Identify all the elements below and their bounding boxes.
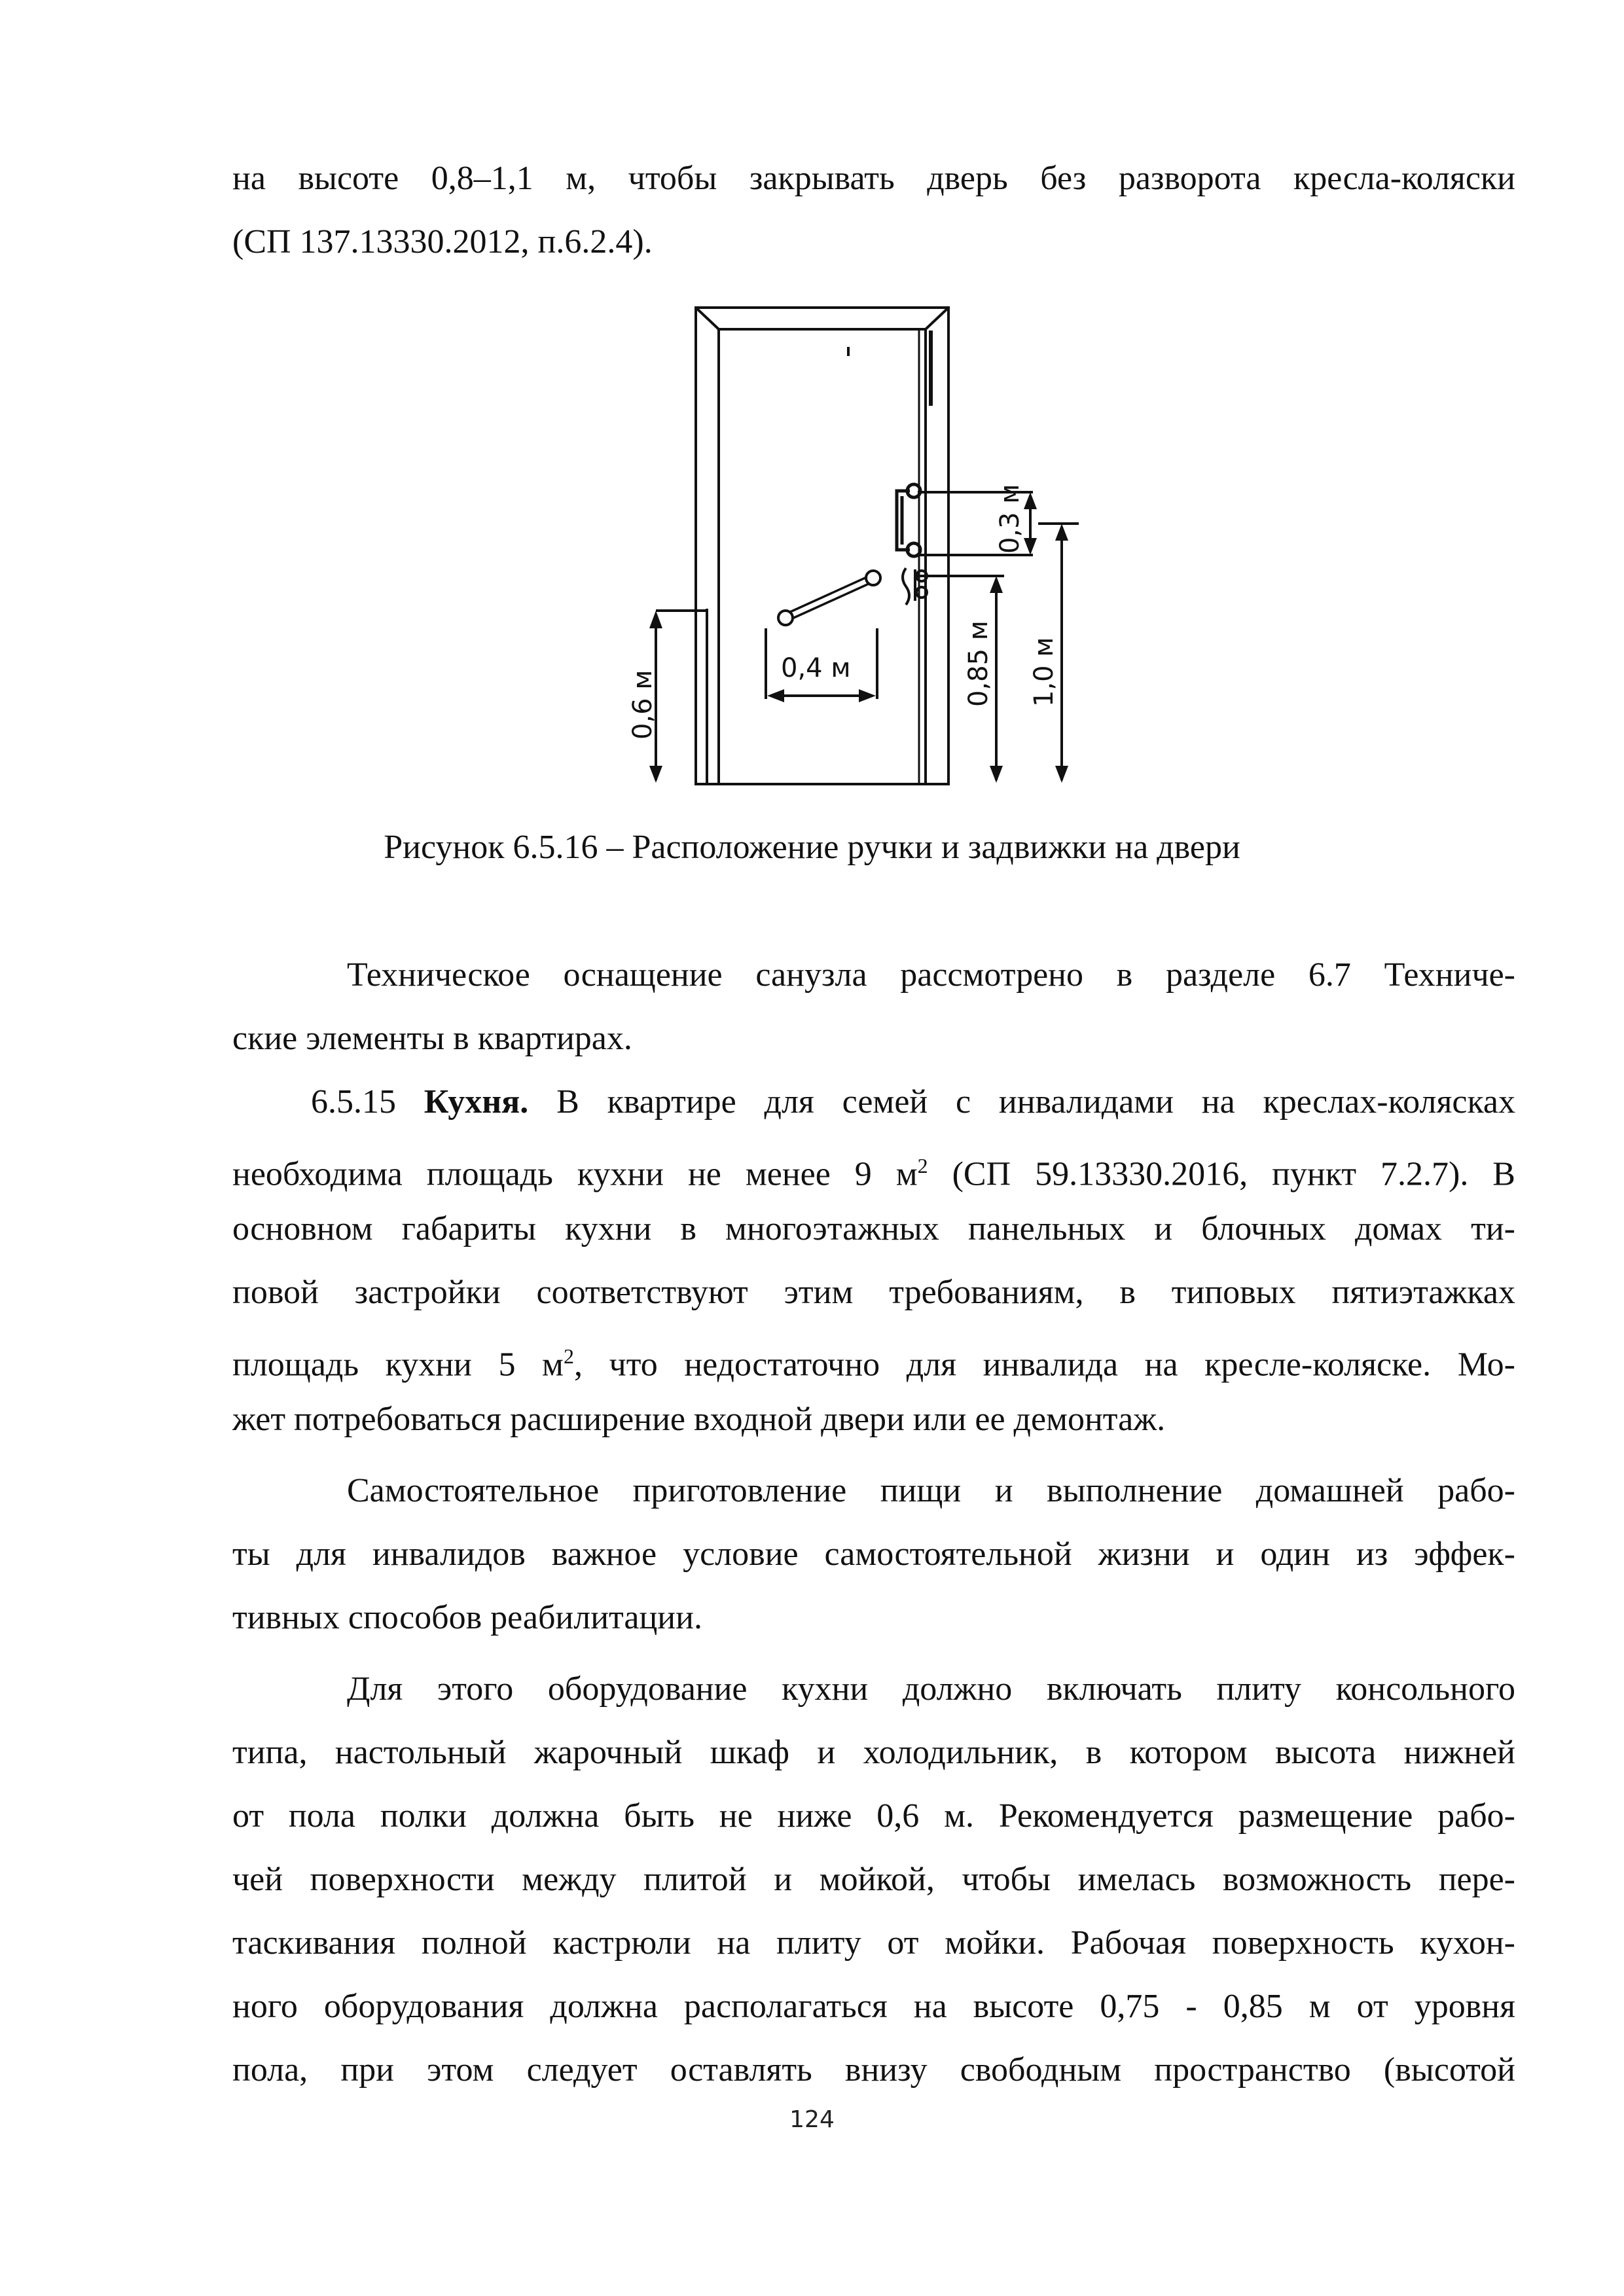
text-span: площадь кухни 5 м xyxy=(232,1346,564,1384)
latch xyxy=(903,568,927,605)
text-line: таскивания полной кастрюли на плиту от мойки. Рабочая поверхность кухон- xyxy=(232,1924,1515,1962)
door-leaf xyxy=(719,329,926,784)
text-line: основном габариты кухни в многоэтажных панельных и блочных домах ти- xyxy=(232,1210,1515,1247)
dim-label-0-6: 0,6 м xyxy=(628,670,658,740)
text-span: (СП 59.13330.2016, пункт 7.2.7). В xyxy=(928,1155,1515,1193)
text-line: ного оборудования должна располагаться на высоте 0,75 - 0,85 м от уровня xyxy=(232,1988,1515,2025)
superscript: 2 xyxy=(917,1154,928,1177)
text-line: пола, при этом следует оставлять внизу свободным пространство (высотой xyxy=(232,2051,1515,2089)
text-line: (СП 137.13330.2012, п.6.2.4). xyxy=(232,223,653,260)
text-line: ты для инвалидов важное условие самостоятельной жизни и один из эффек- xyxy=(232,1535,1515,1573)
dim-label-0-85: 0,85 м xyxy=(964,620,994,707)
door-figure xyxy=(0,0,1624,851)
text-line: ские элементы в квартирах. xyxy=(232,1020,632,1057)
section-number: 6.5.15 xyxy=(311,1083,396,1121)
text-line xyxy=(232,1335,1515,1386)
text-line: жет потребоваться расширение входной двери или ее демонтаж. xyxy=(232,1401,1166,1438)
dim-label-0-4: 0,4 м xyxy=(781,653,851,683)
door-frame-bevel xyxy=(926,308,948,329)
text-line: на высоте 0,8–1,1 м, чтобы закрывать дверь без разворота кресла-коляски xyxy=(232,160,1515,197)
superscript: 2 xyxy=(563,1344,574,1368)
text-line: Самостоятельное приготовление пищи и выполнение домашней рабо- xyxy=(347,1472,1515,1509)
text-line: от пола полки должна быть не ниже 0,6 м. Рекомендуется размещение рабо- xyxy=(232,1797,1515,1835)
section-title: Кухня. xyxy=(424,1083,529,1121)
text-line xyxy=(232,1144,1515,1196)
text-line: чей поверхности между плитой и мойкой, чтобы имелась возможность пере- xyxy=(232,1861,1515,1898)
text-line: повой застройки соответствуют этим требованиям, в типовых пятиэтажках xyxy=(232,1274,1515,1311)
text-span: В квартире для семей с инвалидами на креслах-колясках xyxy=(556,1083,1516,1121)
dim-0-6 xyxy=(649,611,707,783)
page-number: 124 xyxy=(789,2106,835,2133)
text-span: , что недостаточно для инвалида на кресле-коляске. Мо- xyxy=(573,1346,1515,1384)
door-frame-bevel xyxy=(696,308,719,329)
text-line: Для этого оборудование кухни должно включать плиту консольного xyxy=(347,1670,1515,1708)
dim-label-1-0: 1,0 м xyxy=(1029,637,1059,707)
vertical-handle xyxy=(897,484,920,556)
text-line: типа, настольный жарочный шкаф и холодильник, в котором высота нижней xyxy=(232,1734,1515,1771)
diagonal-handle xyxy=(778,571,880,625)
text-line xyxy=(311,1081,1515,1124)
dim-label-0-3: 0,3 м xyxy=(995,484,1025,554)
figure-caption: Рисунок 6.5.16 – Расположение ручки и задвижки на двери xyxy=(384,829,1240,866)
text-line: Техническое оснащение санузла рассмотрено в разделе 6.7 Техниче- xyxy=(347,956,1515,994)
text-span: необходима площадь кухни не менее 9 м xyxy=(232,1155,918,1193)
text-line: тивных способов реабилитации. xyxy=(232,1599,702,1636)
